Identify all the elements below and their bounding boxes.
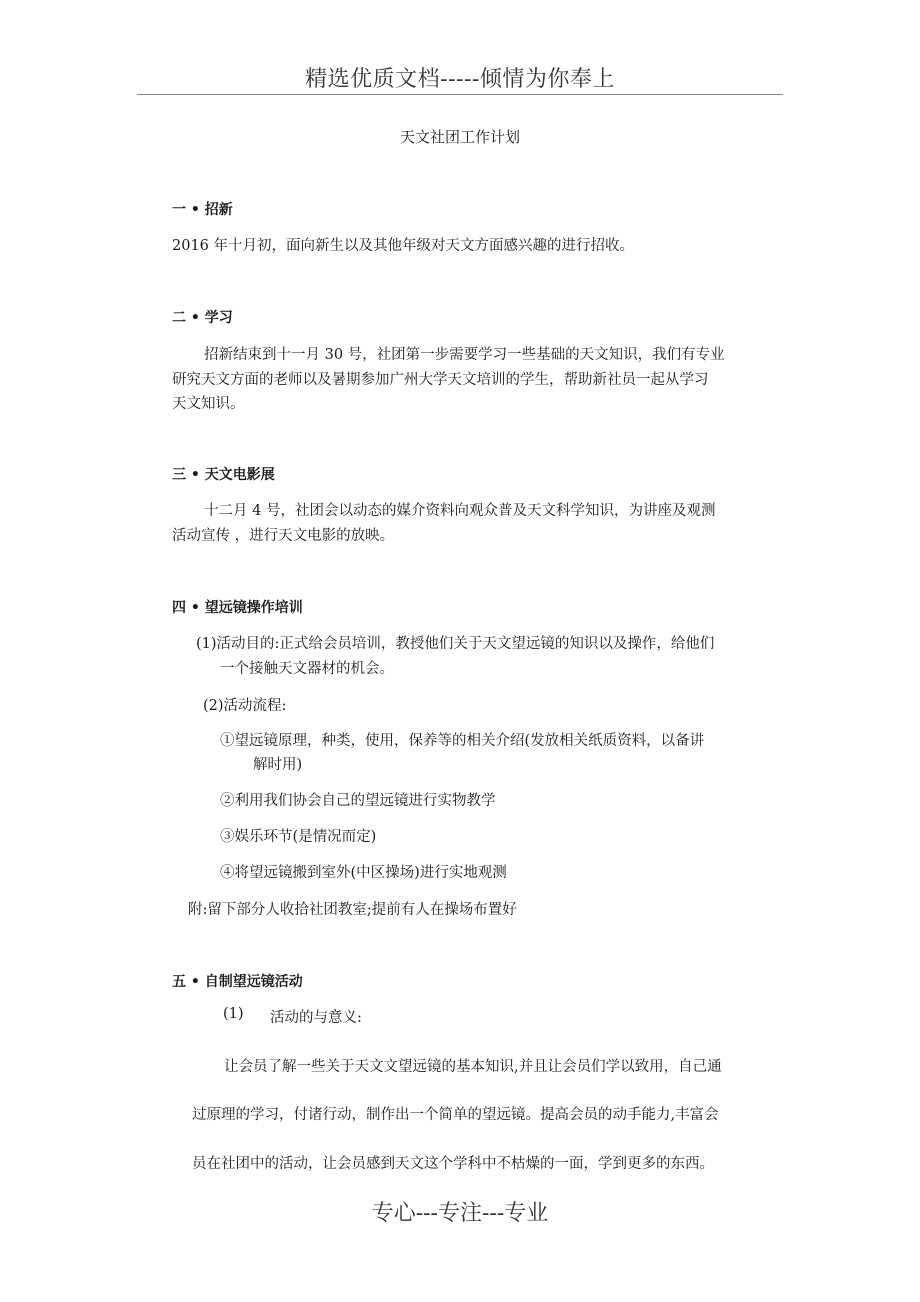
section-1-heading: 一 • 招新 bbox=[172, 202, 233, 218]
process-step-1-cont: 解时用) bbox=[253, 757, 303, 773]
process-step-3: ③娱乐环节(是情况而定) bbox=[220, 829, 377, 845]
process-step-2: ②利用我们协会自己的望远镜进行实物教学 bbox=[220, 793, 496, 809]
document-title: 天文社团工作计划 bbox=[399, 128, 520, 146]
section-4-purpose-cont: 一个接触天文器材的机会。 bbox=[220, 661, 394, 677]
section-5-item-label: 活动的与意义: bbox=[270, 1010, 362, 1026]
section-5-line-2: 过原理的学习，付诸行动，制作出一个简单的望远镜。提高会员的动手能力,丰富会 bbox=[192, 1107, 719, 1123]
process-step-4: ④将望远镜搬到室外(中区操场)进行实地观测 bbox=[220, 865, 507, 881]
section-5-line-1: 让会员了解一些关于天文文望远镜的基本知识,并且让会员们学以致用，自己通 bbox=[224, 1059, 722, 1075]
section-1-line-1: 2016 年十月初，面向新生以及其他年级对天文方面感兴趣的进行招收。 bbox=[172, 238, 635, 254]
section-5-item-number: (1) bbox=[223, 1006, 244, 1022]
section-2-line-1: 招新结束到十一月 30 号，社团第一步需要学习一些基础的天文知识，我们有专业 bbox=[204, 347, 725, 363]
section-5-line-3: 员在社团中的活动，让会员感到天文这个学科中不枯燥的一面，学到更多的东西。 bbox=[192, 1156, 714, 1172]
section-5-heading: 五 • 自制望远镜活动 bbox=[172, 974, 303, 990]
section-4-process-label: (2)活动流程: bbox=[203, 698, 287, 714]
section-2-line-3: 天文知识。 bbox=[172, 396, 245, 412]
header-rule bbox=[137, 94, 783, 95]
section-3-line-1: 十二月 4 号，社团会以动态的媒介资料向观众普及天文科学知识，为讲座及观测 bbox=[204, 503, 716, 519]
section-3-heading: 三 • 天文电影展 bbox=[172, 467, 275, 483]
section-3-line-2: 活动宣传 ，进行天文电影的放映。 bbox=[172, 528, 395, 544]
section-4-note: 附:留下部分人收拾社团教室;提前有人在操场布置好 bbox=[188, 902, 517, 918]
page-header: 精选优质文档-----倾情为你奉上 bbox=[305, 67, 615, 92]
section-2-heading: 二 • 学习 bbox=[172, 310, 233, 326]
section-4-purpose: (1)活动目的:正式给会员培训，教授他们关于天文望远镜的知识以及操作，给他们 bbox=[196, 636, 715, 652]
section-2-line-2: 研究天文方面的老师以及暑期参加广州大学天文培训的学生，帮助新社员一起从学习 bbox=[172, 372, 709, 388]
page-footer: 专心---专注---专业 bbox=[371, 1201, 549, 1226]
section-4-heading: 四 • 望远镜操作培训 bbox=[172, 600, 303, 616]
process-step-1: ①望远镜原理，种类，使用，保养等的相关介绍(发放相关纸质资料，以备讲 bbox=[220, 733, 705, 749]
